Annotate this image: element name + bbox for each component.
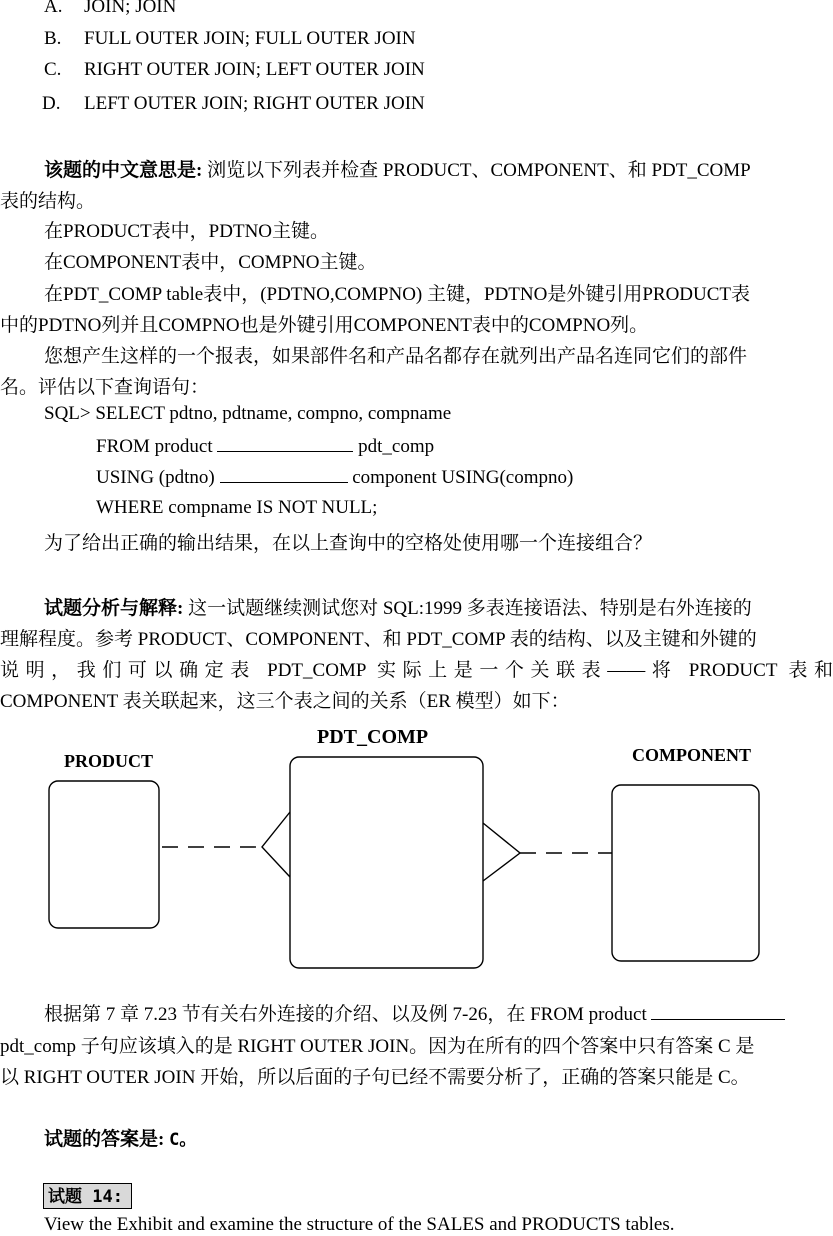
er-diagram [0, 715, 833, 980]
question-text: View the Exhibit and examine the structure of the SALES and PRODUCTS tables. [44, 1214, 675, 1235]
analysis-line-2: 理解程度。参考 PRODUCT、COMPONENT、和 PDT_COMP 表的结构、以及主键和外键的 [0, 629, 757, 650]
crows-foot-left [262, 812, 290, 877]
component-entity [612, 785, 759, 961]
answer-line [44, 1124, 196, 1151]
analysis-text: 这一试题继续测试您对 SQL:1999 多表连接语法、特别是右外连接的 [188, 598, 752, 619]
sql-using: USING (pdtno) [96, 467, 215, 488]
meaning-line-6: 中的PDTNO列并且COMPNO也是外键引用COMPONENT表中的COMPNO列。 [0, 315, 649, 336]
option-letter: B. [44, 28, 62, 49]
sql-component: component USING(compno) [352, 467, 574, 488]
sql-pdt-comp: pdt_comp [358, 436, 435, 457]
question-label: 试题 14: [43, 1183, 132, 1209]
option-letter: A. [44, 0, 63, 17]
meaning-text: 浏览以下列表并检查 PRODUCT、COMPONENT、和 PDT_COMP [207, 160, 751, 181]
sql-line-1: SQL> SELECT pdtno, pdtname, compno, compname [44, 403, 452, 424]
crows-foot-right [483, 823, 520, 881]
analysis-line-4: COMPONENT 表关联起来，这三个表之间的关系（ER 模型）如下： [0, 691, 570, 712]
pdt-comp-entity [290, 757, 483, 968]
option-letter: D. [42, 93, 61, 114]
sql-line-2 [96, 435, 434, 458]
blank-line [220, 466, 348, 483]
option-text: LEFT OUTER JOIN; RIGHT OUTER JOIN [84, 93, 425, 114]
option-text: FULL OUTER JOIN; FULL OUTER JOIN [84, 28, 416, 49]
product-label: PRODUCT [64, 751, 153, 771]
explanation-line-2: pdt_comp 子句应该填入的是 RIGHT OUTER JOIN。因为在所有的四个答案中只有答案 C 是 [0, 1036, 755, 1057]
meaning-line-8: 名。评估以下查询语句： [0, 377, 210, 398]
blank-line [217, 435, 353, 452]
answer-value: C。 [169, 1130, 197, 1150]
option-letter: C. [44, 59, 62, 80]
option-text: JOIN; JOIN [84, 0, 177, 17]
analysis-heading: 试题分析与解释: [44, 598, 184, 619]
analysis-line-1 [44, 593, 752, 620]
meaning-line-1 [44, 155, 751, 182]
sql-line-3 [96, 466, 573, 489]
explanation-line-1: 根据第 7 章 7.23 节有关右外连接的介绍、以及例 7-26，在 FROM product [44, 999, 785, 1026]
answer-heading: 试题的答案是: [44, 1129, 165, 1150]
sql-line-4: WHERE compname IS NOT NULL; [96, 497, 378, 518]
meaning-line-7: 您想产生这样的一个报表，如果部件名和产品名都存在就列出产品名连同它们的部件 [44, 346, 748, 367]
explanation-line-3: 以 RIGHT OUTER JOIN 开始，所以后面的子句已经不需要分析了，正确的答案只能是 C。 [0, 1067, 750, 1088]
blank-line [651, 1003, 785, 1020]
meaning-line-5: 在PDT_COMP table表中，(PDTNO,COMPNO) 主键，PDTNO是外键引用PRODUCT表 [44, 284, 751, 305]
meaning-line-4: 在COMPONENT表中，COMPNO主键。 [44, 252, 377, 273]
sql-from: FROM product [96, 436, 213, 457]
meaning-line-2: 表的结构。 [0, 191, 96, 212]
meaning-heading: 该题的中文意思是: [44, 160, 203, 181]
analysis-line-3: 说明，我们可以确定表 PDT_COMP 实际上是一个关联表——将 PRODUCT 表和 [0, 660, 833, 681]
meaning-line-3: 在PRODUCT表中，PDTNO主键。 [44, 221, 330, 242]
option-text: RIGHT OUTER JOIN; LEFT OUTER JOIN [84, 59, 425, 80]
component-label: COMPONENT [632, 745, 751, 765]
pdt-comp-label: PDT_COMP [317, 726, 429, 748]
meaning-question: 为了给出正确的输出结果，在以上查询中的空格处使用哪一个连接组合？ [44, 533, 653, 554]
product-entity [49, 781, 159, 928]
